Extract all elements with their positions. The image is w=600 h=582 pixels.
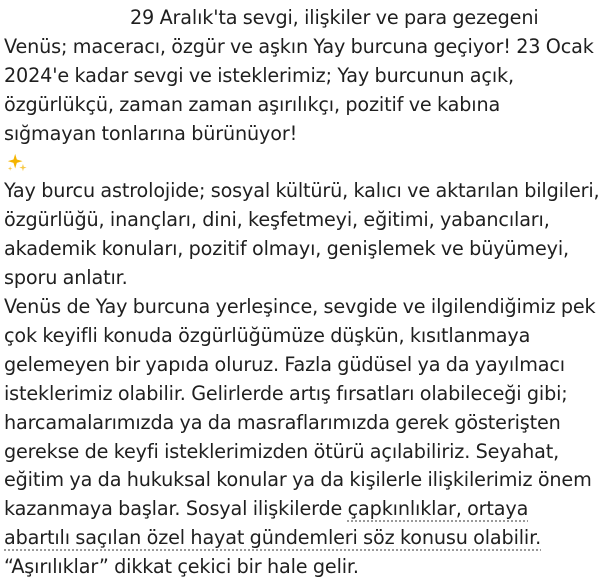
- post-text: [4, 4, 598, 582]
- paragraph-line: Yay burcu astrolojide; sosyal kültürü, kalıcı ve aktarılan bilgileri,: [4, 179, 600, 203]
- paragraph-line: akademik konuları, pozitif olmayı, genişlemek ve büyümeyi,: [4, 237, 569, 261]
- intro-line: sığmayan tonlarına bürünüyor!: [4, 121, 298, 145]
- paragraph-line: [4, 495, 598, 524]
- dotted-underlined-text: abartılı saçılan özel hayat gündemleri söz konusu olabilir.: [4, 526, 542, 550]
- paragraph-line: “Aşırılıklar” dikkat çekici bir hale gelir.: [4, 555, 359, 579]
- paragraph-line: özgürlüğü, inançları, dini, keşfetmeyi, eğitimi, yabancıları,: [4, 208, 550, 232]
- intro-line: 29 Aralık'ta sevgi, ilişkiler ve para gezegeni: [130, 6, 539, 29]
- sparkle-line: [4, 149, 598, 178]
- paragraph-line: sporu anlatır.: [4, 266, 128, 290]
- paragraph-line: eğitim ya da hukuksal konular ya da kişilerle ilişkilerimiz önem: [4, 468, 592, 492]
- paragraph-line: çok keyifli konuda özgürlüğümüze düşkün, kısıtlanmaya: [4, 323, 531, 347]
- intro-line: Venüs; maceracı, özgür ve aşkın Yay burcuna geçiyor! 23 Ocak: [4, 34, 594, 58]
- paragraph-line: isteklerimiz olabilir. Gelirlerde artış fırsatları olabileceği gibi;: [4, 381, 568, 405]
- intro-line: özgürlükçü, zaman zaman aşırılıkçı, pozitif ve kabına: [4, 92, 501, 116]
- paragraph-line: gelemeyen bir yapıda oluruz. Fazla güdüsel ya da yayılmacı: [4, 352, 565, 376]
- sparkles-icon: [6, 152, 28, 174]
- intro-line: 2024'e kadar sevgi ve isteklerimiz; Yay burcunun açık,: [4, 63, 514, 87]
- paragraph-line: harcamalarımızda ya da masraflarımızda gerek gösterişten: [4, 410, 561, 434]
- paragraph-line: Venüs de Yay burcuna yerleşince, sevgide ve ilgilendiğimiz pek: [4, 295, 596, 319]
- paragraph-line: [4, 524, 598, 553]
- dotted-underlined-text: çapkınlıklar, ortaya: [347, 497, 529, 521]
- plain-text: kazanmaya başlar. Sosyal ilişkilerde: [4, 497, 348, 521]
- paragraph-line: gerekse de keyfi isteklerimizden ötürü açılabiliriz. Seyahat,: [4, 439, 560, 463]
